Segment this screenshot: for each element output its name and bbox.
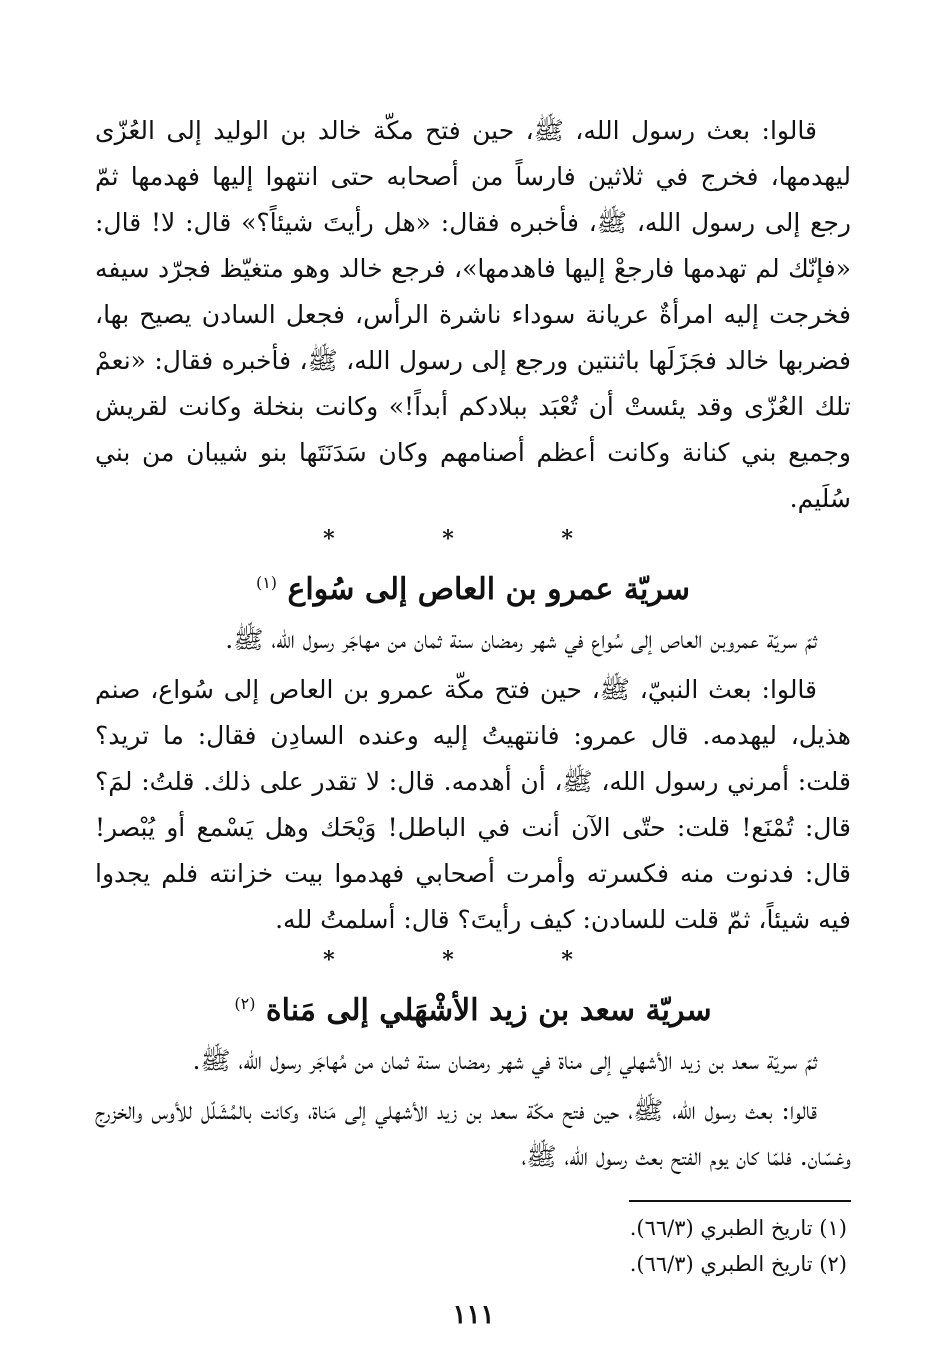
section1-paragraph-1: قالوا: بعث رسول الله، ﷺ، حين فتح مكّة خالد بن الوليد إلى العُزّى ليهدمها، فخرج في ثلاثين فارساً من أصحابه حتى انتهوا إليها فهدمها ثمّ رجع إلى رسول الله، ﷺ، فأخبره فقال: «هل رأيتَ شيئاً؟» قال: لا! قال: «فإنّك لم تهدمها فارجعْ إليها فاهدمها»، فرجع خالد وهو متغيّظ فجرّد سيفه فخرجت إليه امرأةٌ عريانة سوداء ناشرة الرأس، فجعل السادن يصيح بها، فضربها خالد فجَزَلَها باثنتين ورجع إلى رسول الله، ﷺ، فأخبره فقال: «نعمْ تلك العُزّى وقد يئستْ أن تُعْبَد ببلادكم أبداً!» وكانت بنخلة وكانت لقريش وجميع بني كنانة وكانت أعظم أصنامهم وكان سَدَنَتَها بنو شيبان من بني سُلَيم.: [95, 116, 851, 513]
section3-paragraph-1: ثمّ سريّة سعد بن زيد الأشهلي إلى مناة في شهر رمضان سنة ثمان من مُهاجَر رسول الله، ﷺ.: [192, 1046, 817, 1075]
section3-paragraph-2: قالوا: بعث رسول الله، ﷺ، حين فتح مكّة سعد بن زيد الأشهلي إلى مَناة، وكانت بالمُشَلّل للأوس والخزرج وغسّان. فلمّا كان يوم الفتح بعث رسول الله، ﷺ،: [95, 1096, 851, 1171]
section2-paragraph-1: ثمّ سريّة عمروبن العاص إلى سُواع في شهر رمضان سنة ثمان من مهاجَر رسول الله، ﷺ.: [225, 625, 817, 654]
page-number: ١١١: [452, 1300, 495, 1330]
section-separator-2: * * *: [323, 947, 623, 973]
page-body: [95, 108, 851, 1348]
heading-title: سريّة سعد بن زيد الأشْهَلي إلى مَناة: [265, 993, 712, 1028]
section2-paragraph-2: قالوا: بعث النبيّ، ﷺ، حين فتح مكّة عمرو بن العاص إلى سُواع، صنم هذيل، ليهدمه. قال عمرو: فانتهيتُ إليه وعنده السادِن فقال: ما تريد؟ قلت: أمرني رسول الله، ﷺ، أن أهدمه. قال: لا تقدر على ذلك. قلتُ: لمَ؟ قال: تُمْنَع! قلت: حتّى الآن أنت في الباطل! وَيْحَك وهل يَسْمع أو يُبْصر! قال: فدنوت منه فكسرته وأمرت أصحابي فهدموا بيت خزانته فلم يجدوا فيه شيئاً، ثمّ قلت للسادن: كيف رأيتَ؟ قال: أسلمتُ لله.: [95, 675, 851, 934]
heading-amr-ibn-al-as: [95, 556, 851, 617]
heading-title: سريّة عمرو بن العاص إلى سُواع: [287, 572, 691, 607]
heading-saad-ibn-zayd: [95, 977, 851, 1038]
footnotes: [95, 1200, 851, 1282]
footnote-ref-2: (٢): [234, 994, 256, 1013]
footnote-1: (١) تاريخ الطبري (٦٦/٣).: [629, 1216, 847, 1240]
footnote-ref-1: (١): [255, 573, 278, 592]
footnote-2: (٢) تاريخ الطبري (٦٦/٣).: [629, 1252, 847, 1276]
footnote-rule: [629, 1200, 851, 1202]
section-separator-1: * * *: [323, 526, 623, 552]
